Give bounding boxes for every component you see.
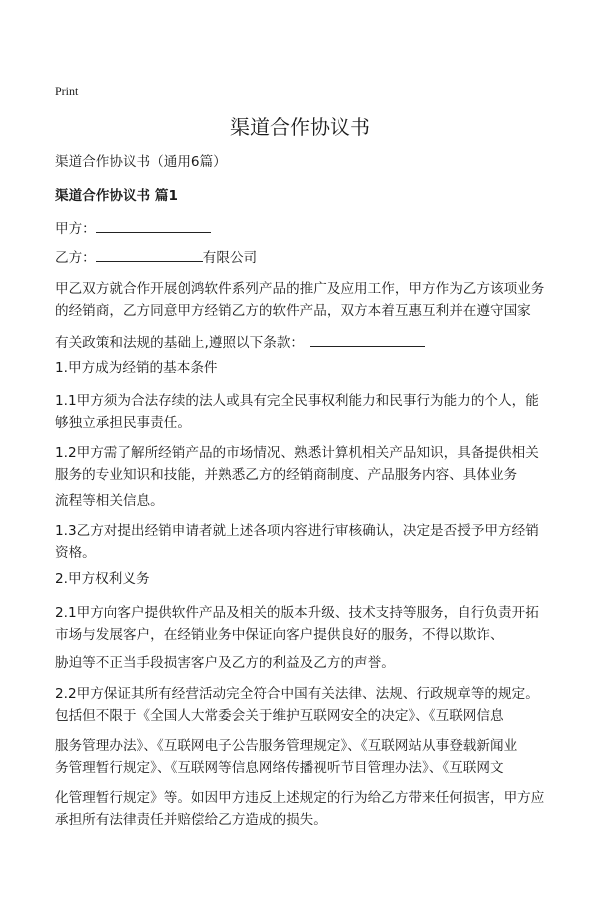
- party-a-blank: [96, 220, 211, 233]
- clause-2-2-c: 化管理暂行规定》等。如因甲方违反上述规定的行为给乙方带来任何损害，甲方应: [55, 790, 545, 806]
- terms-blank: [310, 334, 425, 347]
- clause-2-2-c: 承担所有法律责任并赔偿给乙方造成的损失。: [55, 812, 327, 828]
- section-1-heading: 1.甲方成为经销的基本条件: [55, 360, 218, 376]
- print-label: Print: [55, 84, 79, 98]
- section-heading: 渠道合作协议书 篇1: [55, 188, 178, 204]
- clause-1-2-cont: 流程等相关信息。: [55, 493, 164, 509]
- subtitle: 渠道合作协议书（通用6篇）: [55, 154, 227, 170]
- clause-2-1-cont: 胁迫等不正当手段损害客户及乙方的利益及乙方的声誉。: [55, 655, 395, 671]
- clause-1-1: 够独立承担民事责任。: [55, 415, 191, 431]
- party-b-label: 乙方：: [55, 250, 96, 266]
- party-a-line: [55, 220, 211, 237]
- clause-1-1: 1.1甲方须为合法存续的法人或具有完全民事权利能力和民事行为能力的个人，能: [55, 393, 539, 409]
- section-2-heading: 2.甲方权利义务: [55, 571, 150, 587]
- party-b-line: [55, 249, 257, 266]
- clause-1-3: 1.3乙方对提出经销申请者就上述各项内容进行审核确认，决定是否授予甲方经销: [55, 523, 539, 539]
- intro-line: 的经销商，乙方同意甲方经销乙方的软件产品，双方本着互惠互利并在遵守国家: [55, 303, 531, 319]
- clause-2-2: 包括但不限于《全国人大常委会关于维护互联网安全的决定》、《互联网信息: [55, 708, 504, 724]
- party-b-blank: [96, 249, 203, 262]
- party-b-suffix: 有限公司: [202, 250, 258, 266]
- clause-1-3: 资格。: [55, 545, 96, 561]
- clause-1-2: 1.2甲方需了解所经销产品的市场情况、熟悉计算机相关产品知识，具备提供相关: [55, 445, 539, 461]
- intro-line: 甲乙双方就合作开展创鸿软件系列产品的推广及应用工作，甲方作为乙方该项业务: [55, 281, 545, 297]
- clause-2-2-b: 服务管理办法》、《互联网电子公告服务管理规定》、《互联网站从事登载新闻业: [55, 738, 518, 754]
- party-a-label: 甲方：: [55, 221, 96, 237]
- clause-2-1: 市场与发展客户，在经销业务中保证向客户提供良好的服务，不得以欺诈、: [55, 627, 504, 643]
- intro-cont-line: [55, 334, 425, 351]
- document-title: 渠道合作协议书: [230, 115, 370, 139]
- clause-1-2: 服务的专业知识和技能，并熟悉乙方的经销商制度、产品服务内容、具体业务: [55, 467, 518, 483]
- clause-2-2-b: 务管理暂行规定》、《互联网等信息网络传播视听节目管理办法》、《互联网文: [55, 760, 504, 776]
- clause-2-1: 2.1甲方向客户提供软件产品及相关的版本升级、技术支持等服务，自行负责开拓: [55, 605, 539, 621]
- clause-2-2: 2.2甲方保证其所有经营活动完全符合中国有关法律、法规、行政规章等的规定。: [55, 686, 539, 702]
- intro-cont: 有关政策和法规的基础上,遵照以下条款：: [55, 335, 305, 351]
